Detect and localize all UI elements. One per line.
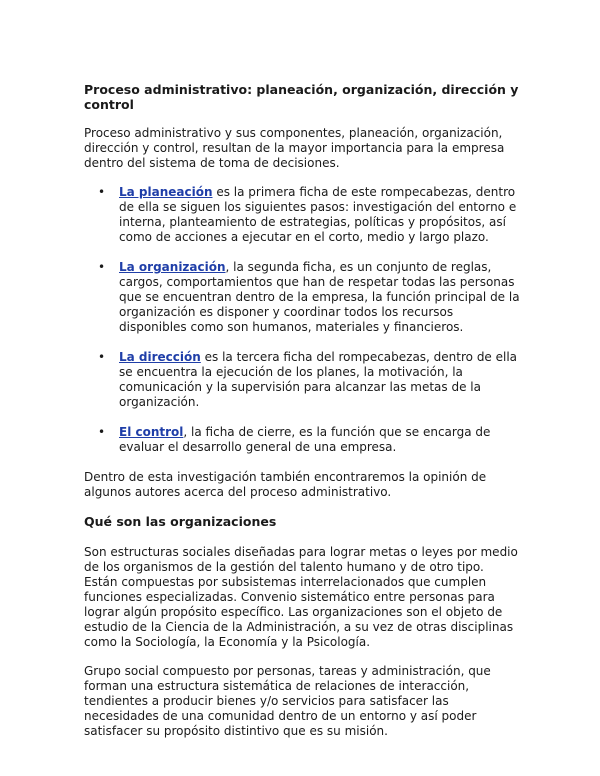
list-item-text: es la primera ficha de este rompecabezas, dentro de ella se siguen los siguientes pasos: investigación del entorno e interna, planteamiento de estrategias, políticas y propósitos, así como de acciones a ejecutar en el corto, medio y largo plazo. (119, 185, 517, 244)
list-item-text: , la segunda ficha, es un conjunto de reglas, cargos, comportamientos que han de respetar todas las personas que se encuentran dentro de la empresa, la función principal de la organización es disponer y coordinar todos los recursos disponibles como son humanos, materiales y financieros. (119, 260, 520, 334)
bullet-icon: • (98, 350, 106, 364)
link-organizacion[interactable]: La organización (119, 260, 226, 274)
list-item-organizacion (84, 260, 520, 335)
after-list-paragraph: Dentro de esta investigación también encontraremos la opinión de algunos autores acerca del proceso administrativo. (84, 470, 487, 499)
bullet-icon: • (98, 425, 106, 439)
link-planeacion[interactable]: La planeación (119, 185, 213, 199)
link-direccion[interactable]: La dirección (119, 350, 201, 364)
intro-paragraph: Proceso administrativo y sus componentes, planeación, organización, dirección y control, resultan de la mayor importancia para la empresa dentro del sistema de toma de decisiones. (84, 126, 505, 170)
list-item-planeacion (84, 185, 520, 245)
process-list (84, 185, 520, 455)
list-item-control (84, 425, 520, 455)
document-body (84, 82, 520, 753)
section-heading: Qué son las organizaciones (84, 514, 277, 529)
section-paragraph-1: Son estructuras sociales diseñadas para lograr metas o leyes por medio de los organismos de la gestión del talento humano y de otro tipo. Están compuestas por subsistemas interrelacionados que cumplen funciones especializadas. Convenio sistemático entre personas para lograr algún propósito específico. Las organizaciones son el objeto de estudio de la Ciencia de la Administración, a su vez de otras disciplinas como la Sociología, la Economía y la Psicología. (84, 545, 518, 649)
section-paragraph-2: Grupo social compuesto por personas, tareas y administración, que forman una estructura sistemática de relaciones de interacción, tendientes a producir bienes y/o servicios para satisfacer las necesidades de una comunidad dentro de un entorno y así poder satisfacer su propósito distintivo que es su misión. (84, 664, 491, 738)
document-title: Proceso administrativo: planeación, organización, dirección y control (84, 82, 519, 112)
list-item-direccion (84, 350, 520, 410)
list-item-text: es la tercera ficha del rompecabezas, dentro de ella se encuentra la ejecución de los planes, la motivación, la comunicación y la supervisión para alcanzar las metas de la organización. (119, 350, 518, 409)
link-control[interactable]: El control (119, 425, 184, 439)
list-item-text: , la ficha de cierre, es la función que se encarga de evaluar el desarrollo general de una empresa. (119, 425, 491, 454)
bullet-icon: • (98, 260, 106, 274)
bullet-icon: • (98, 185, 106, 199)
